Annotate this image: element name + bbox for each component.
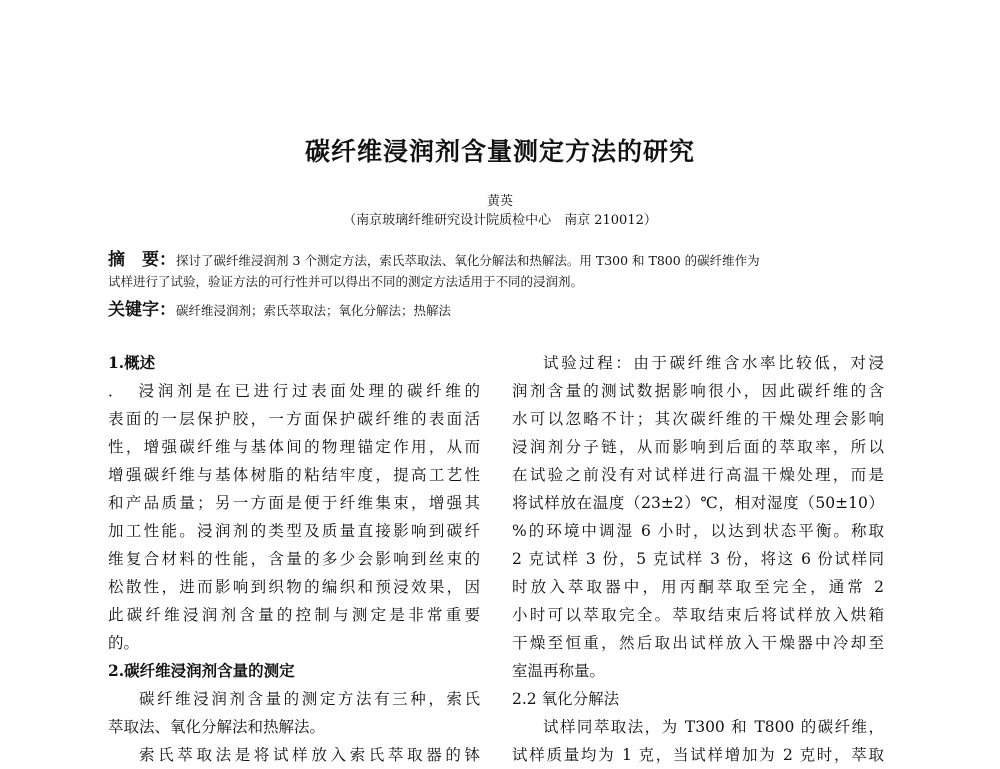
text-line: 索氏萃取法是将试样放入索氏萃取器的钵 — [139, 746, 480, 764]
text-line: %的环境中调湿 6 小时，以达到状态平衡。称取 — [512, 522, 884, 540]
text-line: 维复合材料的性能，含量的多少会影响到丝束的 — [108, 550, 480, 568]
keywords — [108, 299, 892, 322]
text-line: 碳纤维浸润剂含量的测定方法有三种，索氏 — [139, 690, 480, 708]
author-affiliation: （南京玻璃纤维研究设计院质检中心 南京 210012） — [343, 213, 657, 228]
section-heading: 2.2 氧化分解法 — [512, 690, 620, 708]
abstract — [108, 250, 892, 292]
right-column — [512, 349, 884, 769]
text-line: 将试样放在温度（23±2）℃，相对湿度（50±10） — [512, 494, 884, 512]
text-line: 和产品质量；另一方面是便于纤维集束，增强其 — [108, 494, 480, 512]
keywords-text: 碳纤维浸润剂；索氏萃取法；氧化分解法；热解法 — [176, 303, 452, 318]
abstract-line — [108, 250, 892, 271]
paper-title: 碳纤维浸润剂含量测定方法的研究 — [304, 137, 695, 166]
abstract-label: 摘 要： — [108, 250, 176, 270]
text-line: 2 克试样 3 份，5 克试样 3 份，将这 6 份试样同 — [512, 550, 884, 568]
text-line: 性，增强碳纤维与基体间的物理锚定作用，从而 — [108, 438, 480, 456]
text-line: 此碳纤维浸润剂含量的控制与测定是非常重要 — [108, 606, 480, 624]
text-line: 表面的一层保护胶，一方面保护碳纤维的表面活 — [108, 410, 480, 428]
text-line: 水可以忽略不计；其次碳纤维的干燥处理会影响 — [512, 410, 884, 428]
abstract-text: 探讨了碳纤维浸润剂 3 个测定方法，索氏萃取法、氧化分解法和热解法。用 T300 和 T800 的碳纤维作为 — [176, 253, 760, 268]
text-line: 干燥至恒重，然后取出试样放入干燥器中冷却至 — [512, 634, 884, 652]
text-line: 的。 — [108, 634, 140, 652]
section-heading: 1.概述 — [108, 353, 156, 372]
left-column — [108, 349, 480, 769]
text-line: 浸润剂分子链，从而影响到后面的萃取率，所以 — [512, 438, 884, 456]
text-line: 试验过程：由于碳纤维含水率比较低，对浸 — [543, 354, 884, 372]
abstract-line: 试样进行了试验，验证方法的可行性并可以得出不同的测定方法适用于不同的浸润剂。 — [108, 274, 584, 289]
text-line: 在试验之前没有对试样进行高温干燥处理，而是 — [512, 466, 884, 484]
text-line: 试样同萃取法，为 T300 和 T800 的碳纤维， — [543, 718, 884, 736]
text-line: 试样质量均为 1 克，当试样增加为 2 克时，萃取 — [512, 746, 884, 764]
keywords-label: 关键字： — [108, 300, 176, 320]
text-line: 增强碳纤维与基体树脂的粘结牢度，提高工艺性 — [108, 466, 480, 484]
text-line: 萃取法、氧化分解法和热解法。 — [108, 718, 326, 736]
text-line: 润剂含量的测试数据影响很小，因此碳纤维的含 — [512, 382, 884, 400]
text-line: 小时可以萃取完全。萃取结束后将试样放入烘箱 — [512, 606, 884, 624]
section-heading: 2.碳纤维浸润剂含量的测定 — [108, 661, 295, 680]
text-line: 松散性，进而影响到织物的编织和预浸效果，因 — [108, 578, 480, 596]
text-line: ． 浸润剂是在已进行过表面处理的碳纤维的 — [108, 382, 480, 400]
author-name: 黄英 — [486, 194, 513, 209]
text-line: 室温再称量。 — [512, 662, 606, 680]
text-line: 时放入萃取器中，用丙酮萃取至完全，通常 2 — [512, 578, 884, 596]
text-line: 加工性能。浸润剂的类型及质量直接影响到碳纤 — [108, 522, 480, 540]
